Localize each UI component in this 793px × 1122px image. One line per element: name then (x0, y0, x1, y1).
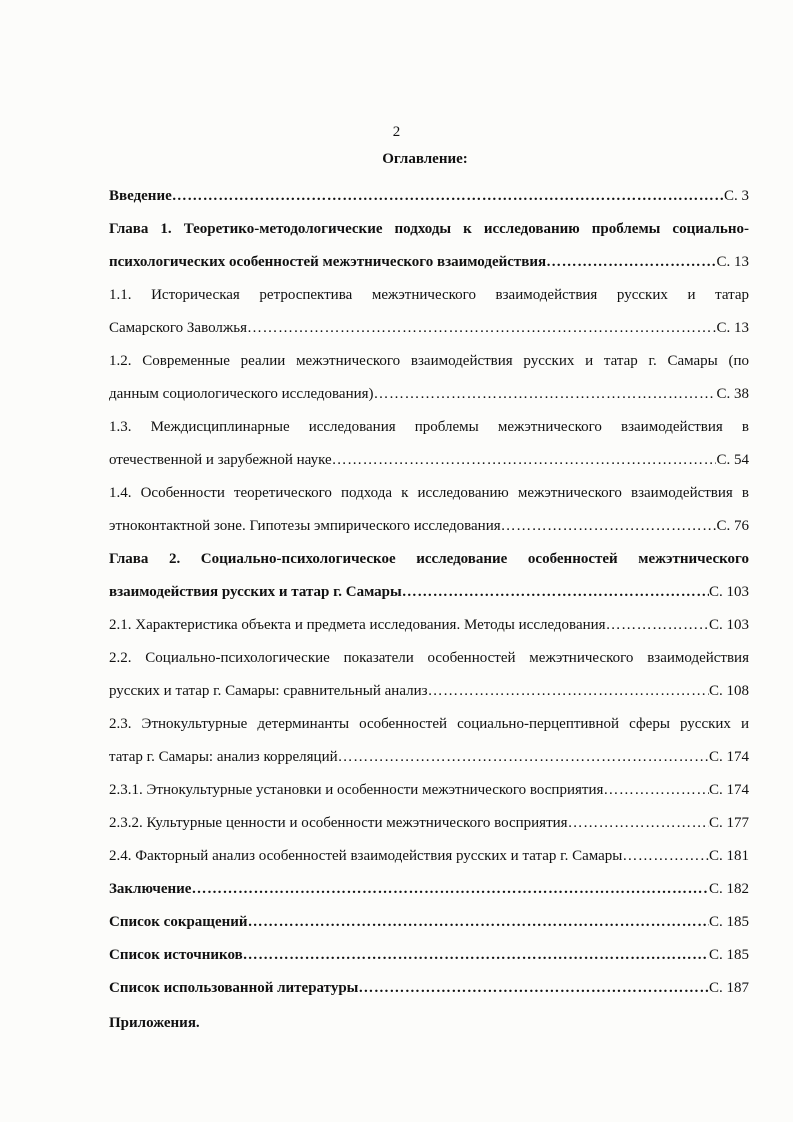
toc-entry-2-2: русских и татар г. Самары: сравнительный анализ …………………………………………………………………………………………………………………………………………………… С. 108 (109, 681, 749, 701)
toc-entry-bibliography: Список использованной литературы …………………………………………………………………………………………………………………………………………………… С. 187 (109, 978, 749, 998)
toc-entry-sources: Список источников …………………………………………………………………………………………………………………………………………………… С. 185 (109, 945, 749, 965)
toc-entry-chapter2-line1: Глава 2. Социально-психологическое исследование особенностей межэтнического (109, 551, 749, 567)
toc-entry-2-3: татар г. Самары: анализ корреляций …………………………………………………………………………………………………………………………………………………… С. 174 (109, 747, 749, 767)
toc-entry-2-2-line1: 2.2. Социально-психологические показатели особенностей межэтнического взаимодействия (109, 650, 749, 666)
toc-entry-chapter1-line1: Глава 1. Теоретико-методологические подходы к исследованию проблемы социально- (109, 221, 749, 237)
toc-entry-2-3-2: 2.3.2. Культурные ценности и особенности межэтнического восприятия …………………………………………………………………………………………………………………………………………………… С. 177 (109, 813, 749, 833)
page-number: 2 (392, 124, 401, 140)
toc-entry-2-4: 2.4. Факторный анализ особенностей взаимодействия русских и татар г. Самары …………………………………………………………………………………………………………………………………………………… С. 181 (109, 846, 749, 866)
toc-entry-introduction: Введение …………………………………………………………………………………………………………………………………………………… С. 3 (109, 186, 749, 206)
toc-entry-1-1: Самарского Заволжья …………………………………………………………………………………………………………………………………………………… С. 13 (109, 318, 749, 338)
toc-entry-abbreviations: Список сокращений …………………………………………………………………………………………………………………………………………………… С. 185 (109, 912, 749, 932)
toc-entry-1-3-line1: 1.3. Междисциплинарные исследования проблемы межэтнического взаимодействия в (109, 419, 749, 435)
toc-entry-1-3: отечественной и зарубежной науке …………………………………………………………………………………………………………………………………………………… С. 54 (109, 450, 749, 470)
toc-entry-conclusion: Заключение …………………………………………………………………………………………………………………………………………………… С. 182 (109, 879, 749, 899)
toc-entry-chapter1: психологических особенностей межэтнического взаимодействия …………………………………………………………………………………………………………………………………………………… С. 13 (109, 252, 749, 272)
toc-entry-1-2: данным социологического исследования) …………………………………………………………………………………………………………………………………………………… С. 38 (109, 384, 749, 404)
toc-entry-2-3-line1: 2.3. Этнокультурные детерминанты особенностей социально-перцептивной сферы русских и (109, 716, 749, 732)
toc-entry-1-2-line1: 1.2. Современные реалии межэтнического взаимодействия русских и татар г. Самары (по (109, 353, 749, 369)
toc-entry-2-3-1: 2.3.1. Этнокультурные установки и особенности межэтнического восприятия …………………………………………………………………………………………………………………………………………………… С. 174 (109, 780, 749, 800)
toc-entry-2-1: 2.1. Характеристика объекта и предмета исследования. Методы исследования …………………………………………………………………………………………………………………………………………………… С. 103 (109, 615, 749, 635)
toc-entry-chapter2: взаимодействия русских и татар г. Самары …………………………………………………………………………………………………………………………………………………… С. 103 (109, 582, 749, 602)
toc-entry-1-4: этноконтактной зоне. Гипотезы эмпирического исследования …………………………………………………………………………………………………………………………………………………… С. 76 (109, 516, 749, 536)
toc-title: Оглавление: (382, 151, 468, 167)
toc-entry-appendices: Приложения. (109, 1015, 200, 1031)
toc-entry-1-4-line1: 1.4. Особенности теоретического подхода к исследованию межэтнического взаимодействия в (109, 485, 749, 501)
toc-entry-1-1-line1: 1.1. Историческая ретроспектива межэтнического взаимодействия русских и татар (109, 287, 749, 303)
